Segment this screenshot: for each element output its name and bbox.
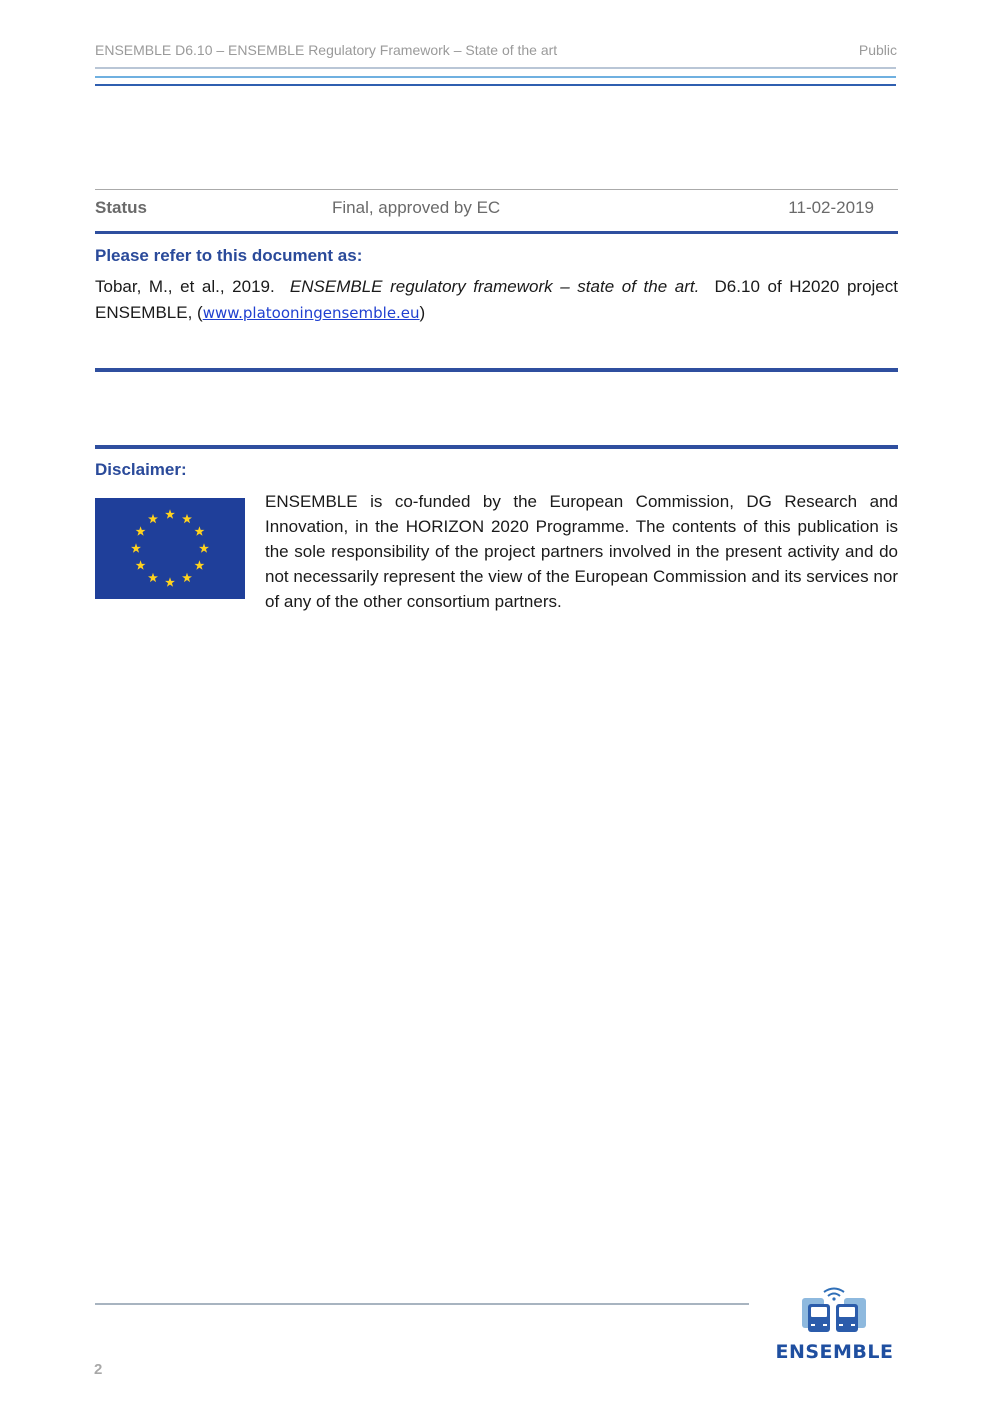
citation-details: D6.10 of H2020 project ENSEMBLE, (95, 277, 898, 322)
citation-title: ENSEMBLE regulatory framework – state of the art. (289, 277, 700, 296)
header-divider (95, 67, 896, 69)
eu-star-icon (148, 573, 158, 582)
disclaimer-divider (95, 445, 898, 449)
eu-star-icon (165, 577, 175, 586)
ensemble-logo (772, 1286, 897, 1366)
eu-flag-icon (95, 498, 245, 599)
document-classification: Public (858, 42, 897, 58)
eu-star-icon (182, 514, 192, 523)
eu-star-icon (195, 526, 205, 535)
status-date: 11-02-2019 (788, 198, 874, 217)
document-header-title: ENSEMBLE D6.10 – ENSEMBLE Regulatory Framework – State of the art (95, 42, 558, 58)
status-value: Final, approved by EC (332, 198, 501, 217)
header-divider-bottom (95, 84, 896, 86)
footer-divider (95, 1303, 749, 1305)
eu-star-icon (199, 543, 209, 552)
eu-star-icon (165, 509, 175, 518)
eu-star-icon (195, 560, 205, 569)
status-top-border (95, 189, 898, 190)
status-label: Status (95, 198, 147, 217)
eu-star-icon (136, 526, 146, 535)
status-bottom-border (95, 231, 898, 234)
disclaimer-heading: Disclaimer: (95, 460, 187, 479)
citation-open-paren: ( (197, 303, 203, 322)
header-divider-accent (95, 76, 896, 78)
project-website-link[interactable]: www.platooningensemble.eu (202, 304, 420, 322)
page-number: 2 (94, 1361, 103, 1378)
citation-close-paren: ) (419, 303, 426, 322)
eu-star-icon (136, 560, 146, 569)
reference-divider (95, 368, 898, 372)
eu-star-icon (182, 573, 192, 582)
eu-star-icon (131, 543, 141, 552)
eu-flag-stars (95, 498, 245, 599)
disclaimer-text: ENSEMBLE is co-funded by the European Commission, DG Research and Innovation, in the HORIZON 2020 Programme. The contents of this publication is the sole responsibility of the project partners involved in the present activity and do not necessarily represent the view of the European Commission and its services nor of any of the other consortium partners. (265, 492, 898, 611)
reference-heading: Please refer to this document as: (95, 246, 363, 265)
citation (95, 274, 898, 326)
eu-star-icon (148, 514, 158, 523)
citation-authors: Tobar, M., et al., 2019. (95, 277, 275, 296)
ensemble-logo-wordmark: ENSEMBLE (775, 1341, 894, 1363)
